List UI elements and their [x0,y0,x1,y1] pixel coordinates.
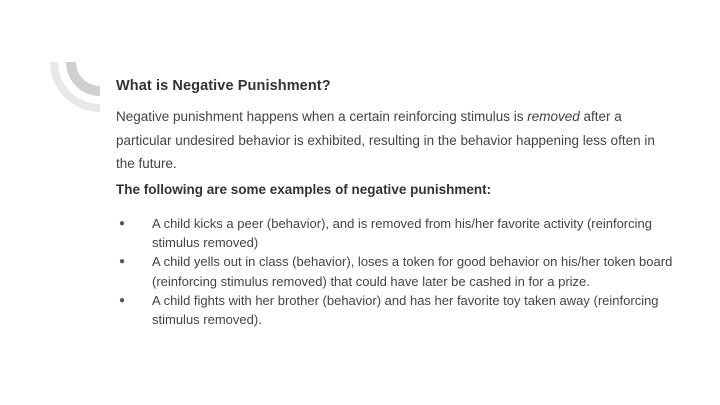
intro-text-before: Negative punishment happens when a certain reinforcing stimulus is [116,109,528,124]
examples-list [116,214,676,329]
list-item [116,252,676,290]
intro-emphasis: removed [527,109,580,124]
intro-text-after: after a particular undesired behavior is exhibited, resulting in the behavior happening less often in the future. [116,109,655,171]
examples-heading: The following are some examples of negative punishment: [116,182,492,197]
bullet-icon: ● [118,218,126,229]
list-item-text: A child yells out in class (behavior), loses a token for good behavior on his/her token board (reinforcing stimulus removed) that could have later be cashed in for a prize. [152,254,673,289]
intro-paragraph [116,105,676,176]
list-item-text: A child fights with her brother (behavior) and has her favorite toy taken away (reinforcing stimulus removed). [152,292,659,328]
slide-title: What is Negative Punishment? [116,78,331,94]
corner-arc-decoration [0,0,120,120]
bullet-icon: ● [118,294,126,306]
bullet-icon: ● [118,256,126,268]
list-item-text: A child kicks a peer (behavior), and is removed from his/her favorite activity (reinforcing stimulus removed) [152,216,652,251]
list-item [116,214,676,252]
list-item [116,291,676,329]
